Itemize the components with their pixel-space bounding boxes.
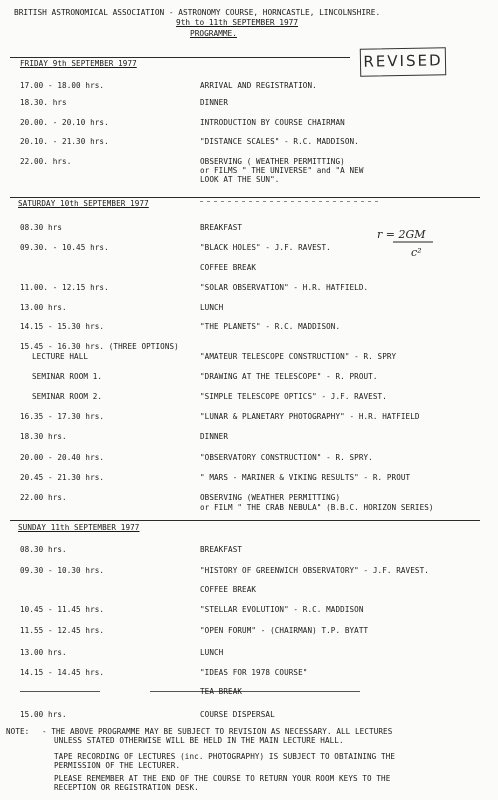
sunday-time-6: 13.00 hrs. (20, 648, 67, 657)
saturday-time-6: 14.15 - 15.30 hrs. (20, 322, 105, 331)
friday-time-3: 20.00. - 20.10 hrs. (20, 118, 109, 127)
saturday-time-15: 22.00 hrs. (20, 493, 67, 502)
tea-break-dash-left (20, 691, 100, 692)
saturday-event-5: LUNCH (200, 303, 224, 312)
sunday-event-6: LUNCH (200, 648, 224, 657)
saturday-time-11: 16.35 - 17.30 hrs. (20, 412, 105, 421)
sunday-event-2: "HISTORY OF GREENWICH OBSERVATORY" - J.F. RAVEST. (200, 566, 429, 575)
note-line-3: TAPE RECORDING OF LECTURES (inc. PHOTOGRAPHY) IS SUBJECT TO OBTAINING THE (54, 752, 396, 761)
saturday-event-13: "OBSERVATORY CONSTRUCTION" - R. SPRY. (200, 453, 373, 462)
saturday-event-4: "SOLAR OBSERVATION" - H.R. HATFIELD. (200, 283, 369, 292)
friday-title: FRIDAY 9th SEPTEMBER 1977 (20, 59, 137, 68)
saturday-event-2: "BLACK HOLES" - J.F. RAVEST. (200, 243, 331, 252)
saturday-event-12: DINNER (200, 432, 229, 441)
sunday-event-8: TEA BREAK (200, 687, 243, 696)
formula-numerator: r = 2GM (377, 228, 426, 241)
saturday-time-14: 20.45 - 21.30 hrs. (20, 473, 105, 482)
note-line-6: RECEPTION OR REGISTRATION DESK. (54, 783, 199, 792)
friday-films-line-2: LOOK AT THE SUN". (200, 175, 280, 184)
sunday-event-4: "STELLAR EVOLUTION" - R.C. MADDISON (200, 605, 364, 614)
saturday-time-1: 08.30 hrs (20, 223, 63, 232)
saturday-title: SATURDAY 10th SEPTEMBER 1977 (18, 199, 149, 208)
sunday-event-5: "OPEN FORUM" - (CHAIRMAN) T.P. BYATT (200, 626, 369, 635)
sunday-time-1: 08.30 hrs. (20, 545, 67, 554)
note-line-5: PLEASE REMEMBER AT THE END OF THE COURSE TO RETURN YOUR ROOM KEYS TO THE (54, 774, 391, 783)
tea-break-dash-right (150, 691, 360, 692)
friday-films-line-1: or FILMS " THE UNIVERSE" and "A NEW (200, 166, 364, 175)
sunday-time-2: 09.30 - 10.30 hrs. (20, 566, 105, 575)
saturday-room-seminar-1: SEMINAR ROOM 1. (32, 372, 103, 381)
header-dates: 9th to 11th SEPTEMBER 1977 (176, 18, 299, 27)
sunday-top-rule (10, 520, 480, 521)
saturday-event-15: OBSERVING (WEATHER PERMITTING) (200, 493, 341, 502)
note-line-2: UNLESS STATED OTHERWISE WILL BE HELD IN THE MAIN LECTURE HALL. (54, 736, 344, 745)
sunday-time-7: 14.15 - 14.45 hrs. (20, 668, 105, 677)
sunday-time-9: 15.00 hrs. (20, 710, 67, 719)
friday-event-4: "DISTANCE SCALES" - R.C. MADDISON. (200, 137, 359, 146)
sunday-event-7: "IDEAS FOR 1978 COURSE" (200, 668, 308, 677)
saturday-time-5: 13.00 hrs. (20, 303, 67, 312)
sunday-title: SUNDAY 11th SEPTEMBER 1977 (18, 523, 140, 532)
friday-event-3: INTRODUCTION BY COURSE CHAIRMAN (200, 118, 345, 127)
saturday-event-11: "LUNAR & PLANETARY PHOTOGRAPHY" - H.R. HATFIELD (200, 412, 420, 421)
note-line-1: - THE ABOVE PROGRAMME MAY BE SUBJECT TO REVISION AS NECESSARY. ALL LECTURES (42, 727, 393, 736)
formula-denominator: c² (411, 246, 422, 259)
revised-stamp: REVISED (360, 47, 446, 76)
handwritten-formula (375, 226, 435, 260)
header-programme: PROGRAMME. (190, 29, 237, 38)
note-label: NOTE: (6, 727, 30, 736)
saturday-time-4: 11.00. - 12.15 hrs. (20, 283, 109, 292)
saturday-time-13: 20.00 - 20.40 hrs. (20, 453, 105, 462)
sunday-time-5: 11.55 - 12.45 hrs. (20, 626, 105, 635)
sunday-event-1: BREAKFAST (200, 545, 243, 554)
scan-noise (200, 201, 380, 202)
note-line-4: PERMISSION OF THE LECTURER. (54, 761, 181, 770)
saturday-room-lecture-hall: LECTURE HALL (32, 352, 89, 361)
saturday-event-3: COFFEE BREAK (200, 263, 257, 272)
saturday-film-line: or FILM " THE CRAB NEBULA" (B.B.C. HORIZON SERIES) (200, 503, 434, 512)
friday-event-2: DINNER (200, 98, 229, 107)
friday-time-5: 22.00. hrs. (20, 157, 72, 166)
friday-event-1: ARRIVAL AND REGISTRATION. (200, 81, 317, 90)
saturday-event-8: "AMATEUR TELESCOPE CONSTRUCTION" - R. SPRY (200, 352, 397, 361)
friday-time-4: 20.10. - 21.30 hrs. (20, 137, 109, 146)
saturday-event-9: "DRAWING AT THE TELESCOPE" - R. PROUT. (200, 372, 378, 381)
saturday-room-seminar-2: SEMINAR ROOM 2. (32, 392, 103, 401)
sunday-event-3: COFFEE BREAK (200, 585, 257, 594)
header-line-1: BRITISH ASTRONOMICAL ASSOCIATION - ASTRONOMY COURSE, HORNCASTLE, LINCOLNSHIRE. (14, 8, 381, 17)
friday-time-1: 17.00 - 18.00 hrs. (20, 81, 105, 90)
saturday-event-10: "SIMPLE TELESCOPE OPTICS" - J.F. RAVEST. (200, 392, 387, 401)
saturday-options: 15.45 - 16.30 hrs. (THREE OPTIONS) (20, 342, 179, 351)
friday-time-2: 18.30. hrs (20, 98, 67, 107)
sunday-event-9: COURSE DISPERSAL (200, 710, 275, 719)
saturday-time-12: 18.30 hrs. (20, 432, 67, 441)
saturday-event-14: " MARS - MARINER & VIKING RESULTS" - R. PROUT (200, 473, 411, 482)
sunday-time-4: 10.45 - 11.45 hrs. (20, 605, 105, 614)
saturday-event-6: "THE PLANETS" - R.C. MADDISON. (200, 322, 341, 331)
friday-event-5: OBSERVING ( WEATHER PERMITTING) (200, 157, 345, 166)
saturday-time-2: 09.30. - 10.45 hrs. (20, 243, 109, 252)
saturday-event-1: BREAKFAST (200, 223, 243, 232)
